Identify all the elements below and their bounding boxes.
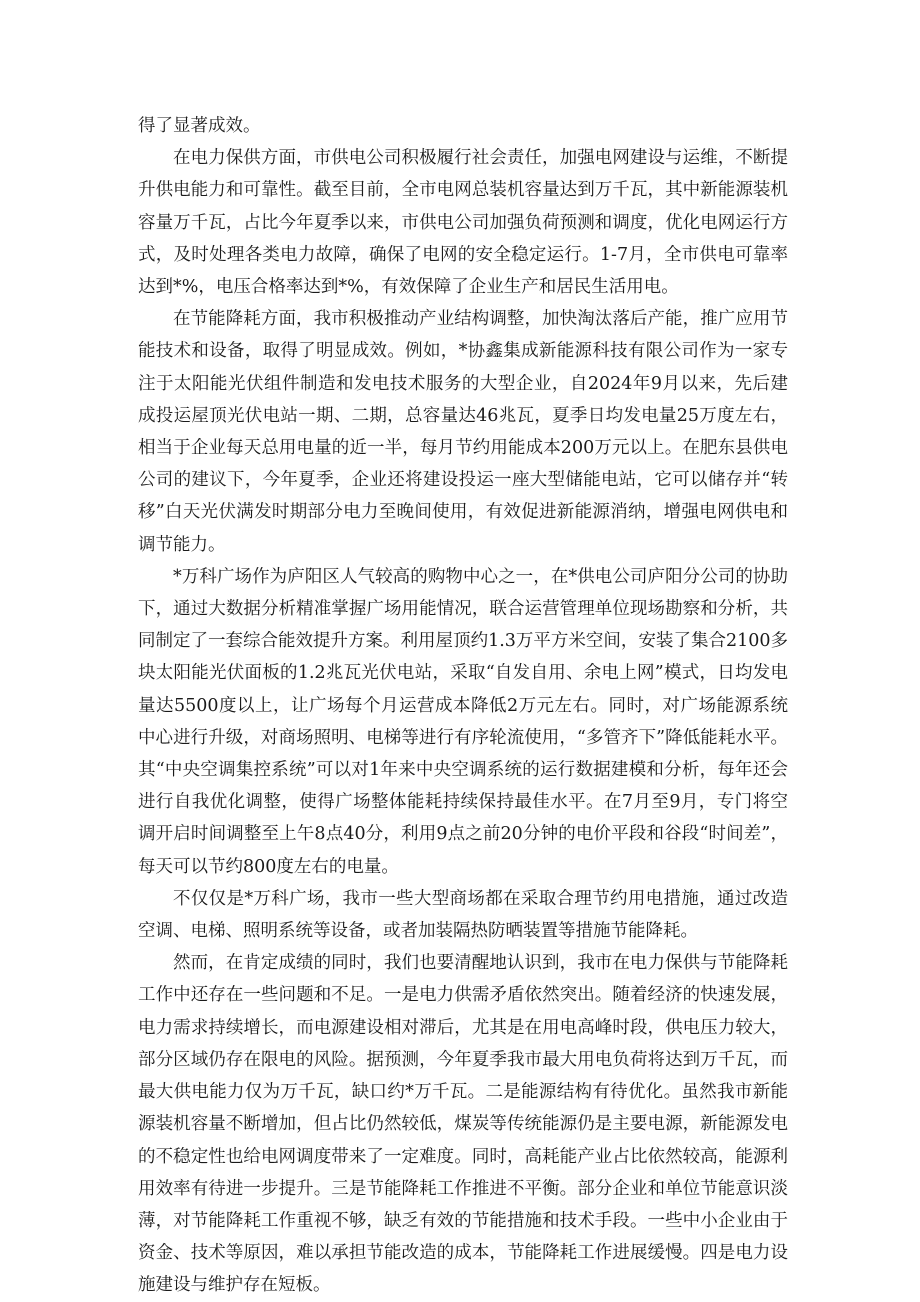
paragraph-problems: 然而，在肯定成绩的同时，我们也要清醒地认识到，我市在电力保供与节能降耗工作中还存在一些问题和不足。一是电力供需矛盾依然突出。随着经济的快速发展，电力需求持续增长，而电源建设相对滞后，尤其是在用电高峰时段，供电压力较大，部分区域仍存在限电的风险。据预测，今年夏季我市最大用电负荷将达到万千瓦，而最大供电能力仅为万千瓦，缺口约*万千瓦。二是能源结构有待优化。虽然我市新能源装机容量不断增加，但占比仍然较低，煤炭等传统能源仍是主要电源，新能源发电的不稳定性也给电网调度带来了一定难度。同时，高耗能产业占比依然较高，能源利用效率有待进一步提升。三是节能降耗工作推进不平衡。部分企业和单位节能意识淡薄，对节能降耗工作重视不够，缺乏有效的节能措施和技术手段。一些中小企业由于资金、技术等原因，难以承担节能改造的成本，节能降耗工作进展缓慢。四是电力设施建设与维护存在短板。: [138, 953, 788, 1296]
paragraph-power-supply: 在电力保供方面，市供电公司积极履行社会责任，加强电网建设与运维，不断提升供电能力和可靠性。截至目前，全市电网总装机容量达到万千瓦，其中新能源装机容量万千瓦，占比今年夏季以来，市供电公司加强负荷预测和调度，优化电网运行方式，及时处理各类电力故障，确保了电网的安全稳定运行。1-7月，全市供电可靠率达到*%，电压合格率达到*%，有效保障了企业生产和居民生活用电。: [138, 148, 788, 298]
paragraph-energy-saving: 在节能降耗方面，我市积极推动产业结构调整，加快淘汰落后产能，推广应用节能技术和设备，取得了明显成效。例如，*协鑫集成新能源科技有限公司作为一家专注于太阳能光伏组件制造和发电技术服务的大型企业，自2024年9月以来，先后建成投运屋顶光伏电站一期、二期，总容量达46兆瓦，夏季日均发电量25万度左右，相当于企业每天总用电量的近一半，每月节约用能成本200万元以上。在肥东县供电公司的建议下，今年夏季，企业还将建设投运一座大型储能电站，它可以储存并“转移”白天光伏满发时期部分电力至晚间使用，有效促进新能源消纳，增强电网供电和调节能力。: [138, 309, 788, 555]
document-body: [138, 110, 788, 1302]
paragraph-vanke-plaza: *万科广场作为庐阳区人气较高的购物中心之一，在*供电公司庐阳分公司的协助下，通过大数据分析精准掌握广场用能情况，联合运营管理单位现场勘察和分析，共同制定了一套综合能效提升方案。利用屋顶约1.3万平方米空间，安装了集合2100多块太阳能光伏面板的1.2兆瓦光伏电站，采取“自发自用、余电上网”模式，日均发电量达5500度以上，让广场每个月运营成本降低2万元左右。同时，对广场能源系统中心进行升级，对商场照明、电梯等进行有序轮流使用，“多管齐下”降低能耗水平。其“中央空调集控系统”可以对1年来中央空调系统的运行数据建模和分析，每年还会进行自我优化调整，使得广场整体能耗持续保持最佳水平。在7月至9月，专门将空调开启时间调整至上午8点40分，利用9点之前20分钟的电价平段和谷段“时间差”，每天可以节约800度左右的电量。: [138, 566, 788, 877]
paragraph-shopping-malls: 不仅仅是*万科广场，我市一些大型商场都在采取合理节约用电措施，通过改造空调、电梯、照明系统等设备，或者加装隔热防晒装置等措施节能降耗。: [138, 888, 788, 942]
paragraph-continuation: 得了显著成效。: [138, 116, 261, 136]
